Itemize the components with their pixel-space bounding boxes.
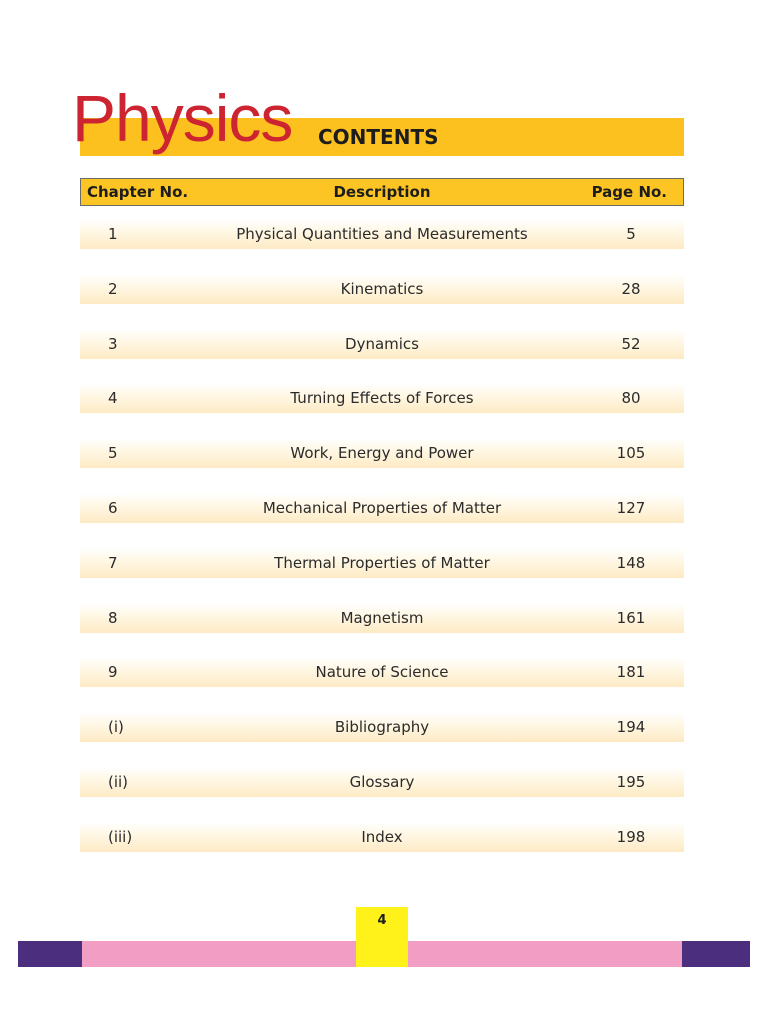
page-number: 80 bbox=[621, 389, 641, 408]
table-row bbox=[80, 383, 684, 413]
footer-accent-right bbox=[682, 941, 750, 967]
table-row bbox=[80, 712, 684, 742]
table-row bbox=[80, 219, 684, 249]
column-header-description: Description bbox=[333, 183, 431, 201]
chapter-description: Thermal Properties of Matter bbox=[274, 553, 490, 572]
table-row bbox=[80, 767, 684, 797]
page-number: 161 bbox=[616, 608, 646, 627]
page-number: 181 bbox=[616, 663, 646, 682]
page-number: 195 bbox=[616, 772, 646, 791]
chapter-description: Bibliography bbox=[334, 718, 430, 737]
page-number: 105 bbox=[616, 444, 646, 463]
chapter-description: Glossary bbox=[349, 772, 415, 791]
chapter-number: 1 bbox=[108, 225, 118, 243]
chapter-number: (i) bbox=[108, 718, 124, 737]
contents-table bbox=[80, 219, 684, 877]
chapter-number: 3 bbox=[108, 334, 118, 353]
chapter-description: Mechanical Properties of Matter bbox=[262, 498, 502, 517]
table-row bbox=[80, 493, 684, 523]
chapter-number: 2 bbox=[108, 279, 118, 298]
chapter-number: 9 bbox=[108, 663, 118, 682]
table-row bbox=[80, 548, 684, 578]
table-header bbox=[80, 178, 684, 206]
chapter-description: Magnetism bbox=[340, 608, 424, 627]
chapter-description: Physical Quantities and Measurements bbox=[236, 225, 528, 243]
footer-accent-left bbox=[18, 941, 82, 967]
chapter-number: (ii) bbox=[108, 772, 129, 791]
page-number: 148 bbox=[616, 553, 646, 572]
page-number-label: 4 bbox=[377, 913, 387, 928]
page-number: 5 bbox=[626, 225, 636, 243]
column-header-page: Page No. bbox=[591, 183, 667, 201]
chapter-number: (iii) bbox=[108, 827, 133, 846]
page-number-box bbox=[356, 907, 408, 967]
page-number: 127 bbox=[616, 498, 646, 517]
chapter-number: 7 bbox=[108, 553, 118, 572]
chapter-number: 5 bbox=[108, 444, 118, 463]
chapter-description: Dynamics bbox=[345, 334, 419, 353]
table-row bbox=[80, 603, 684, 633]
chapter-description: Nature of Science bbox=[315, 663, 449, 682]
page-number: 28 bbox=[621, 279, 641, 298]
chapter-description: Index bbox=[361, 827, 403, 846]
table-row bbox=[80, 657, 684, 687]
chapter-number: 6 bbox=[108, 498, 118, 517]
page-number: 198 bbox=[616, 827, 646, 846]
column-header-chapter: Chapter No. bbox=[87, 183, 189, 201]
table-row bbox=[80, 822, 684, 852]
table-row bbox=[80, 438, 684, 468]
table-row bbox=[80, 329, 684, 359]
book-title: Physics bbox=[72, 81, 293, 155]
page-number: 52 bbox=[621, 334, 641, 353]
chapter-number: 8 bbox=[108, 608, 118, 627]
chapter-description: Turning Effects of Forces bbox=[290, 389, 474, 408]
chapter-description: Kinematics bbox=[340, 279, 424, 298]
page-number: 194 bbox=[616, 718, 646, 737]
chapter-number: 4 bbox=[108, 389, 118, 408]
chapter-description: Work, Energy and Power bbox=[290, 444, 474, 463]
contents-heading: CONTENTS bbox=[318, 125, 439, 149]
table-row bbox=[80, 274, 684, 304]
